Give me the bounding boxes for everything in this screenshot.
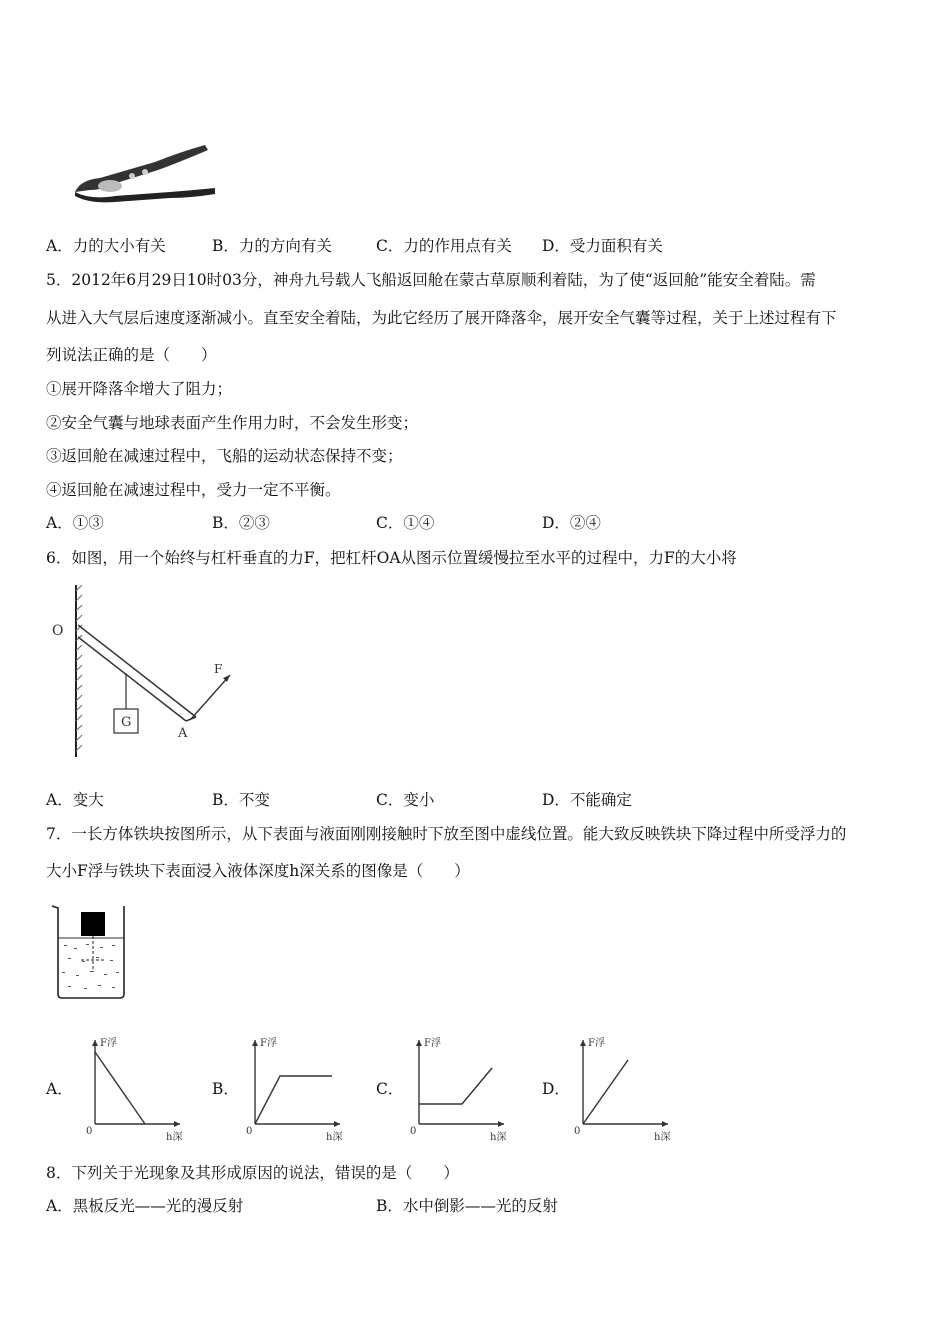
q7-option-c: C． <box>376 1080 404 1098</box>
svg-text:F浮: F浮 <box>100 1038 117 1049</box>
q5-option-d: D．②④ <box>542 514 601 532</box>
q4-option-c: C．力的作用点有关 <box>376 237 512 255</box>
graph-c <box>404 1032 514 1147</box>
q5-option-c: C．①④ <box>376 514 435 532</box>
q4-option-b: B．力的方向有关 <box>212 237 332 255</box>
svg-text:h深: h深 <box>326 1132 343 1143</box>
q8-option-b: B．水中倒影——光的反射 <box>376 1197 558 1215</box>
q5-stem-line-3: 列说法正确的是（ ） <box>46 346 217 364</box>
q5-statement-2: ②安全气囊与地球表面产生作用力时，不会发生形变； <box>46 414 419 432</box>
q5-statement-3: ③返回舱在减速过程中，飞船的运动状态保持不变； <box>46 447 403 465</box>
q6-stem: 6．如图，用一个始终与杠杆垂直的力F，把杠杆OA从图示位置缓慢拉至水平的过程中，力F的大小将 <box>46 549 737 567</box>
q4-option-a: A．力的大小有关 <box>46 237 166 255</box>
q5-stem-line-1: 5．2012年6月29日10时03分，神舟九号载人飞船返回舱在蒙古草原顺利着陆，为了使“返回舱”能安全着陆。需 <box>46 271 816 289</box>
graph-a <box>80 1032 190 1147</box>
q5-statement-4: ④返回舱在减速过程中，受力一定不平衡。 <box>46 481 341 499</box>
svg-text:h深: h深 <box>166 1132 183 1143</box>
q8-stem: 8．下列关于光现象及其形成原因的说法，错误的是（ ） <box>46 1164 459 1182</box>
q7-option-d: D． <box>542 1080 570 1098</box>
graph-d <box>568 1032 678 1147</box>
svg-text:F浮: F浮 <box>424 1038 441 1049</box>
q7-option-a: A． <box>46 1080 73 1098</box>
q5-option-b: B．②③ <box>212 514 270 532</box>
weight-label-g: G <box>121 715 132 730</box>
svg-text:h深: h深 <box>490 1132 507 1143</box>
q7-stem-line-1: 7．一长方体铁块按图所示，从下表面与液面刚刚接触时下放至图中虚线位置。能大致反映铁块下降过程中所受浮力的 <box>46 825 847 843</box>
q7-stem-line-2: 大小F浮与铁块下表面浸入液体深度h深关系的图像是（ ） <box>46 862 470 880</box>
q4-option-d: D．受力面积有关 <box>542 237 663 255</box>
svg-text:0: 0 <box>246 1126 253 1137</box>
svg-text:F浮: F浮 <box>260 1038 277 1049</box>
q5-statement-1: ①展开降落伞增大了阻力； <box>46 380 233 398</box>
graph-b <box>240 1032 350 1147</box>
nutcracker-figure <box>70 140 220 210</box>
svg-text:0: 0 <box>574 1126 581 1137</box>
svg-text:F浮: F浮 <box>588 1038 605 1049</box>
q8-option-a: A．黑板反光——光的漫反射 <box>46 1197 244 1215</box>
svg-text:0: 0 <box>410 1126 417 1137</box>
lever-label-o: O <box>52 623 64 639</box>
lever-figure <box>46 585 246 765</box>
q6-option-a: A．变大 <box>46 791 104 809</box>
svg-text:h深: h深 <box>654 1132 671 1143</box>
svg-text:0: 0 <box>86 1126 93 1137</box>
q6-option-c: C．变小 <box>376 791 435 809</box>
q6-option-d: D．不能确定 <box>542 791 632 809</box>
lever-label-f: F <box>214 662 223 676</box>
beaker-figure <box>48 900 138 1000</box>
lever-label-a: A <box>178 726 188 741</box>
q6-option-b: B．不变 <box>212 791 270 809</box>
q7-option-b: B． <box>212 1080 239 1098</box>
q5-stem-line-2: 从进入大气层后速度逐渐减小。直至安全着陆，为此它经历了展开降落伞，展开安全气囊等过程，关于上述过程有下 <box>46 309 837 327</box>
q5-option-a: A．①③ <box>46 514 104 532</box>
